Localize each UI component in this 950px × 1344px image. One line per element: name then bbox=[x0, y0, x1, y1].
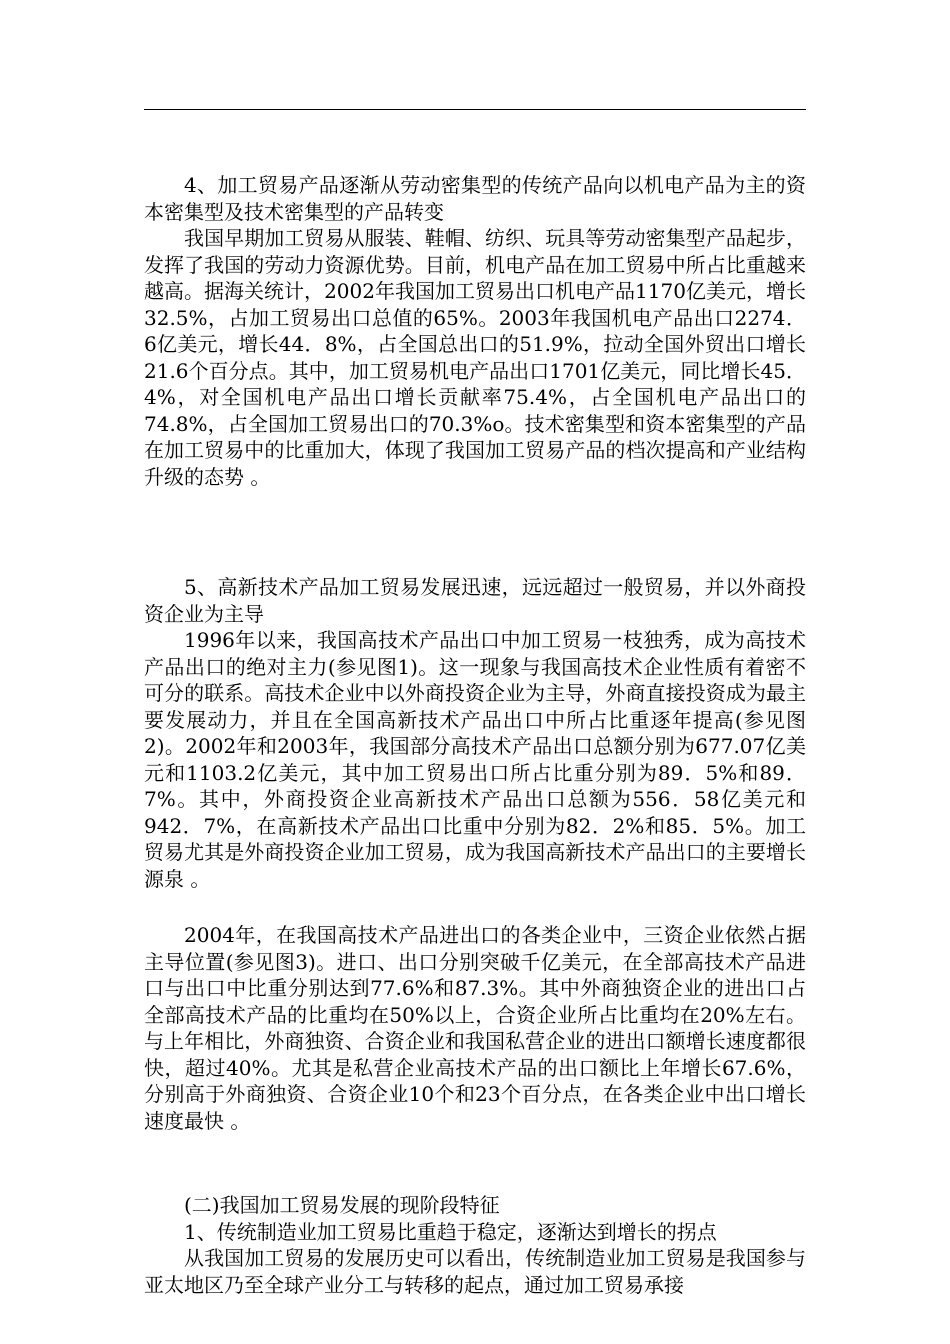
section4-paragraph: 我国早期加工贸易从服装、鞋帽、纺织、玩具等劳动密集型产品起步，发挥了我国的劳动力资源优势。目前，机电产品在加工贸易中所占比重越来越高。据海关统计，2002年我国加工贸易出口机电产品1170亿美元，增长32.5%，占加工贸易出口总值的65%。2003年我国机电产品出口2274．6亿美元，增长44．8%，占全国总出口的51.9%，拉动全国外贸出口增长21.6个百分点。其中，加工贸易机电产品出口1701亿美元，同比增长45．4%，对全国机电产品出口增长贡献率75.4%，占全国机电产品出口的74.8%，占全国加工贸易出口的70.3%o。技术密集型和资本密集型的产品在加工贸易中的比重加大，体现了我国加工贸易产品的档次提高和产业结构升级的态势 。 bbox=[144, 226, 806, 489]
document-body bbox=[144, 172, 806, 1298]
section4-heading: 4、加工贸易产品逐渐从劳动密集型的传统产品向以机电产品为主的资本密集型及技术密集型的产品转变 bbox=[144, 173, 806, 224]
spacer bbox=[144, 1134, 806, 1192]
spacer bbox=[144, 892, 806, 922]
section5-paragraph-2: 2004年，在我国高技术产品进出口的各类企业中，三资企业依然占据主导位置(参见图3)。进口、出口分别突破千亿美元，在全部高技术产品进口与出口中比重分别达到77.6%和87.3%。其中外商独资企业的进出口占全部高技术产品的比重均在50%以上，合资企业所占比重均在20%左右。与上年相比，外商独资、合资企业和我国私营企业的进出口额增长速度都很快，超过40%。尤其是私营企业高技术产品的出口额比上年增长67.6%，分别高于外商独资、合资企业10个和23个百分点，在各类企业中出口增长速度最快 。 bbox=[144, 923, 806, 1133]
header-rule bbox=[144, 109, 806, 110]
section5-heading: 5、高新技术产品加工贸易发展迅速，远远超过一般贸易，并以外商投资企业为主导 bbox=[144, 575, 806, 626]
section-b-heading: (二)我国加工贸易发展的现阶段特征 bbox=[184, 1193, 500, 1217]
section5-paragraph-1: 1996年以来，我国高技术产品出口中加工贸易一枝独秀，成为高技术产品出口的绝对主力(参见图1)。这一现象与我国高技术企业性质有着密不可分的联系。高技术企业中以外商投资企业为主导，外商直接投资成为最主要发展动力，并且在全国高新技术产品出口中所占比重逐年提高(参见图2)。2002年和2003年，我国部分高技术产品出口总额分别为677.07亿美元和1103.2亿美元，其中加工贸易出口所占比重分别为89．5%和89．7%。其中，外商投资企业高新技术产品出口总额为556．58亿美元和942．7%，在高新技术产品出口比重中分别为82．2%和85．5%。加工贸易尤其是外商投资企业加工贸易，成为我国高新技术产品出口的主要增长源泉 。 bbox=[144, 628, 806, 891]
section-b-paragraph: 从我国加工贸易的发展历史可以看出，传统制造业加工贸易是我国参与亚太地区乃至全球产业分工与转移的起点，通过加工贸易承接 bbox=[144, 1246, 806, 1297]
spacer bbox=[144, 490, 806, 574]
section-b-subheading: 1、传统制造业加工贸易比重趋于稳定，逐渐达到增长的拐点 bbox=[184, 1219, 717, 1244]
